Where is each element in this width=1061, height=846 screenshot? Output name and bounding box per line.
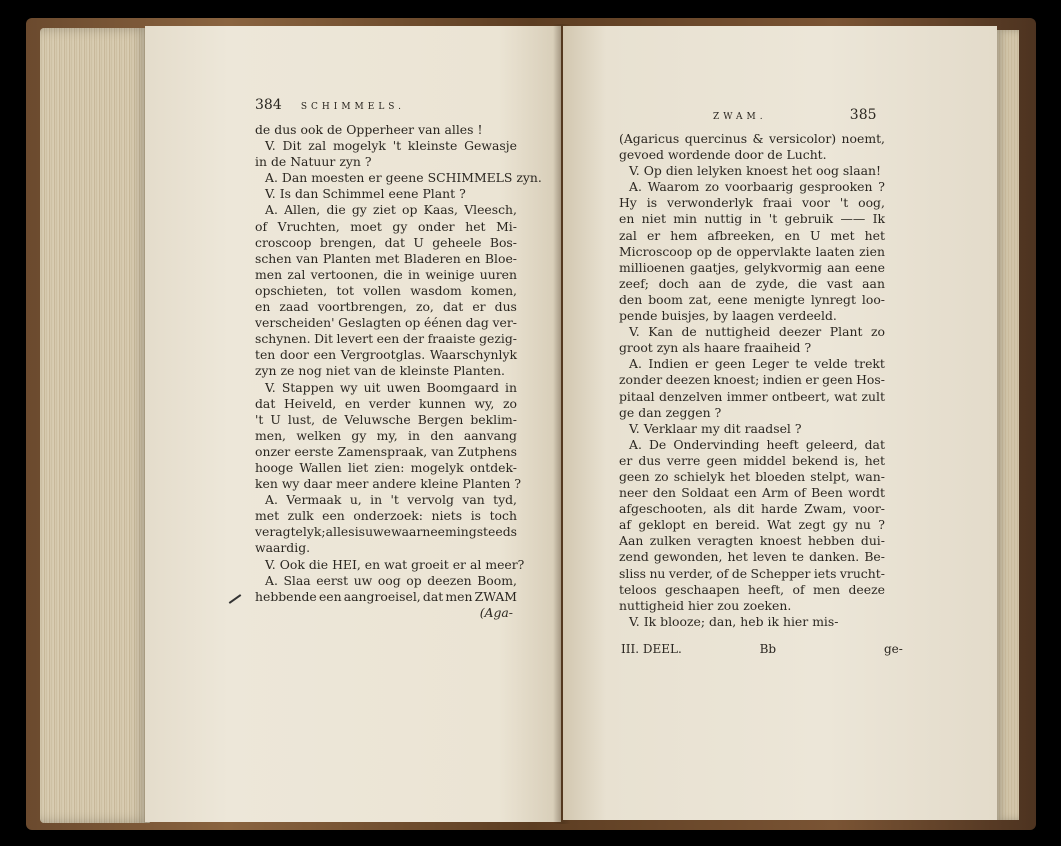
right-page-text — [619, 131, 885, 630]
text-line: 't U lust, de Veluwsche Bergen beklim- — [255, 411, 517, 427]
left-page — [145, 26, 561, 822]
text-line: (Aga- — [479, 604, 513, 620]
text-line: gevoed wordende door de Lucht. — [619, 147, 827, 163]
text-line: hooge Wallen liet zien: mogelyk ontdek- — [255, 459, 517, 475]
text-line: pitaal denzelven immer ontbeert, wat zult — [619, 388, 885, 404]
text-line: neer den Soldaat een Arm of Been wordt — [619, 485, 885, 501]
text-line: V. Ik blooze; dan, heb ik hier mis- — [629, 613, 839, 629]
right-page-header — [713, 107, 877, 123]
left-page-text — [255, 122, 542, 621]
text-line: A. Allen, die gy ziet op Kaas, Vleesch, — [265, 202, 517, 218]
text-line: V. Verklaar my dit raadsel ? — [629, 420, 802, 436]
text-line: veragtelyk; alles is uwe waarneeming steeds — [255, 524, 517, 540]
text-line: A. De Ondervinding heeft geleerd, dat — [629, 436, 885, 452]
text-line: er dus verre geen middel bekend is, het — [619, 452, 885, 468]
gathering-signature: Bb — [759, 642, 777, 656]
text-line: Aan zulken veragten knoest hebben dui- — [619, 533, 885, 549]
catchword: ge- — [883, 642, 903, 656]
text-line: schynen. Dit levert een der fraaiste gezig- — [255, 331, 517, 347]
text-line: V. Is dan Schimmel eene Plant ? — [265, 186, 466, 202]
text-line: groot zyn als haare fraaiheid ? — [619, 340, 812, 356]
text-line: onzer eerste Zamenspraak, van Zutphens — [255, 443, 517, 459]
text-line: zeef; doch aan de zyde, die vast aan — [619, 275, 885, 291]
text-line: millioenen gaatjes, gelykvormig aan eene — [619, 259, 885, 275]
text-line: en niet min nuttig in 't gebruik —— Ik — [619, 211, 885, 227]
text-line: waardig. — [255, 540, 311, 556]
text-line: A. Indien er geen Leger te velde trekt — [629, 356, 885, 372]
text-line: hebbende een aangroeisel, dat men ZWAM — [255, 588, 517, 604]
text-line: men, welken gy my, in den aanvang — [255, 427, 517, 443]
left-running-head: SCHIMMELS. — [300, 102, 406, 112]
right-page-footer — [621, 642, 903, 656]
left-page-header — [255, 97, 405, 113]
text-line: de dus ook de Opperheer van alles ! — [255, 122, 483, 137]
text-line: men zal vertoonen, die in weinige uuren — [255, 266, 517, 282]
text-line: (Agaricus quercinus & versicolor) noemt, — [619, 131, 885, 146]
text-line: V. Stappen wy uit uwen Boomgaard in — [265, 379, 517, 395]
right-page-number: 385 — [849, 107, 877, 123]
text-line: den boom zat, eene menigte lynregt loo- — [619, 291, 885, 307]
text-line: ten door een Vergrootglas. Waarschynlyk — [255, 347, 517, 363]
text-line: V. Dit zal mogelyk 't kleinste Gewasje — [265, 138, 517, 154]
page-edges-left — [40, 28, 150, 823]
text-line: geen zo schielyk het bloeden stelpt, wan- — [619, 468, 885, 484]
text-line: sliss nu verder, of de Schepper iets vrucht- — [619, 565, 885, 581]
right-page — [563, 26, 997, 820]
text-line: A. Vermaak u, in 't vervolg van tyd, — [265, 492, 517, 508]
text-line: zyn ze nog niet van de kleinste Planten. — [255, 363, 505, 379]
text-line: Hy is verwonderlyk fraai voor 't oog, — [619, 195, 885, 211]
text-line: of Vruchten, moet gy onder het Mi- — [255, 218, 517, 234]
text-line: croscoop brengen, dat U geheele Bos- — [255, 234, 517, 250]
text-line: opschieten, tot vollen wasdom komen, — [255, 282, 517, 298]
text-line: V. Ook die HEI, en wat groeit er al meer? — [265, 556, 525, 572]
text-line: A. Waarom zo voorbaarig gesprooken ? — [629, 179, 885, 195]
text-line: Microscoop op de oppervlakte laaten zien — [619, 243, 885, 259]
text-line: A. Dan moesten er geene SCHIMMELS zyn. — [265, 170, 542, 186]
page-edges-right — [995, 30, 1019, 820]
text-line: af geklopt en bereid. Wat zegt gy nu ? — [619, 517, 885, 533]
text-line: V. Kan de nuttigheid deezer Plant zo — [629, 324, 885, 340]
text-line: zend gewonden, het leven te danken. Be- — [619, 549, 885, 565]
text-line: nuttigheid hier zou zoeken. — [619, 597, 792, 613]
volume-signature: III. DEEL. — [621, 642, 682, 656]
right-running-head: ZWAM. — [713, 112, 767, 122]
text-line: pende buisjes, by laagen verdeeld. — [619, 308, 837, 324]
text-line: en zaad voortbrengen, zo, dat er dus — [255, 299, 517, 315]
text-line: schen van Planten met Bladeren en Bloe- — [255, 250, 517, 266]
text-line: afgeschooten, als dit harde Zwam, voor- — [619, 501, 885, 517]
text-line: zal er hem afbreeken, en U met het — [619, 227, 885, 243]
text-line: teloos geschaapen heeft, of men deeze — [619, 581, 885, 597]
text-line: in de Natuur zyn ? — [255, 154, 372, 170]
text-line: V. Op dien lelyken knoest het oog slaan! — [629, 163, 881, 179]
text-line: ge dan zeggen ? — [619, 404, 722, 420]
text-line: verscheiden' Geslagten op éénen dag ver- — [255, 315, 517, 331]
text-line: A. Slaa eerst uw oog op deezen Boom, — [265, 572, 517, 588]
text-line: zonder deezen knoest; indien er geen Hos- — [619, 372, 885, 388]
text-line: met zulk een onderzoek: niets is toch — [255, 508, 517, 524]
text-line: ken wy daar meer andere kleine Planten ? — [255, 476, 522, 492]
left-page-number: 384 — [255, 97, 282, 113]
text-line: dat Heiveld, en verder kunnen wy, zo — [255, 395, 517, 411]
